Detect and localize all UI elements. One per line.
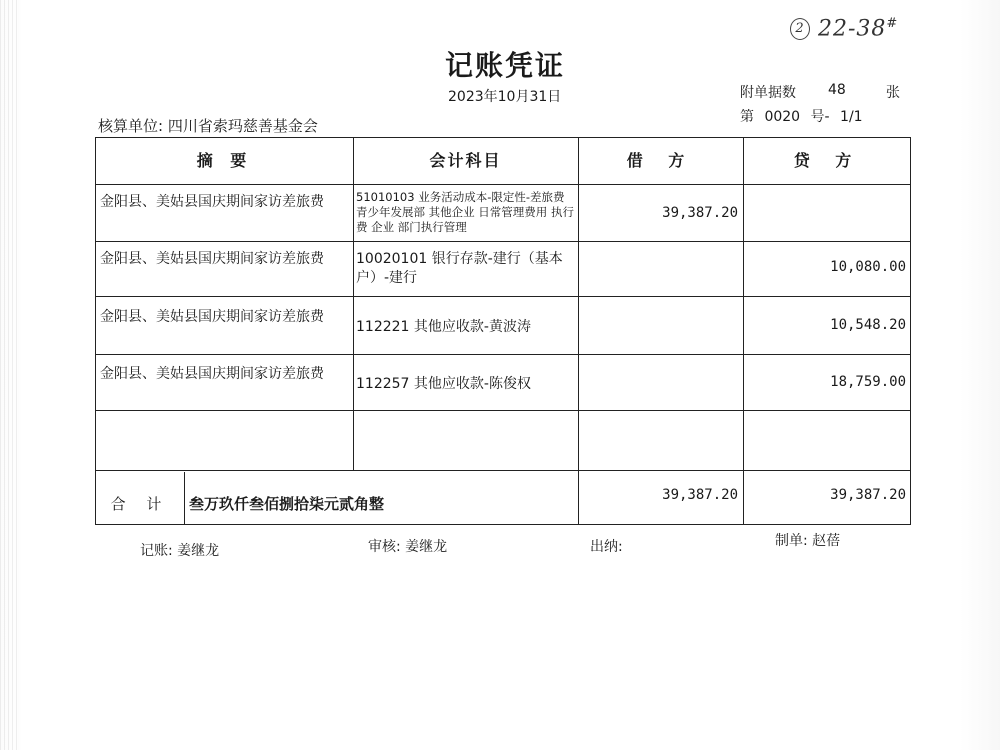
header-credit: 贷 方 [793,151,862,170]
row2-summary: 金阳县、美姑县国庆期间家访差旅费 [100,251,324,267]
attachments-count: 48 [828,82,846,98]
header-account: 会计科目 [429,151,502,170]
preparer-signature: 制单: 赵蓓 [775,533,841,549]
row-divider [96,184,910,185]
handwritten-mark: # [886,16,899,31]
row1-debit: 39,387.20 [662,205,738,221]
voucher-table [95,137,911,525]
attachments-unit: 张 [886,85,900,101]
voucher-date: 2023年10月31日 [448,89,562,105]
paper-stack-edge [0,0,18,750]
total-credit: 39,387.20 [830,487,906,503]
row4-account: 112257 其他应收款-陈俊权 [356,376,531,392]
reviewer-signature: 审核: 姜继龙 [368,539,448,555]
total-amount-in-words: 叁万玖仟叁佰捌拾柒元贰角整 [189,495,385,513]
voucher-title: 记账凭证 [444,49,565,82]
accounting-unit: 核算单位: 四川省索玛慈善基金会 [98,117,318,135]
row3-credit: 10,548.20 [830,317,906,333]
row3-summary: 金阳县、美姑县国庆期间家访差旅费 [100,309,324,325]
col-divider [353,138,354,470]
handwritten-circled-number: 2 [790,18,810,40]
row1-account: 51010103 业务活动成本-限定性-差旅费 青少年发展部 其他企业 日常管理费用 执行费 企业 部门执行管理 [356,190,574,234]
row-divider [96,241,910,242]
voucher-number: 第 0020 号- 1/1 [740,109,863,125]
row-divider [96,296,910,297]
attachments-label: 附单据数 [740,85,796,101]
total-label: 合 计 [110,495,170,513]
row-divider [96,470,910,471]
row-divider [96,354,910,355]
row2-account: 10020101 银行存款-建行（基本户）-建行 [356,251,563,286]
header-summary: 摘 要 [196,151,253,170]
row1-summary: 金阳县、美姑县国庆期间家访差旅费 [100,194,324,210]
total-debit: 39,387.20 [662,487,738,503]
total-label-divider [184,472,185,524]
header-debit: 借 方 [626,151,695,170]
row4-summary: 金阳县、美姑县国庆期间家访差旅费 [100,366,324,382]
row2-credit: 10,080.00 [830,259,906,275]
row-divider [96,410,910,411]
row4-credit: 18,759.00 [830,374,906,390]
handwritten-range: 22-38 [818,16,887,42]
col-divider [578,138,579,524]
bookkeeper-signature: 记账: 姜继龙 [140,543,220,559]
cashier-signature: 出纳: [590,539,623,555]
handwritten-note [790,16,898,41]
row3-account: 112221 其他应收款-黄波涛 [356,319,531,335]
